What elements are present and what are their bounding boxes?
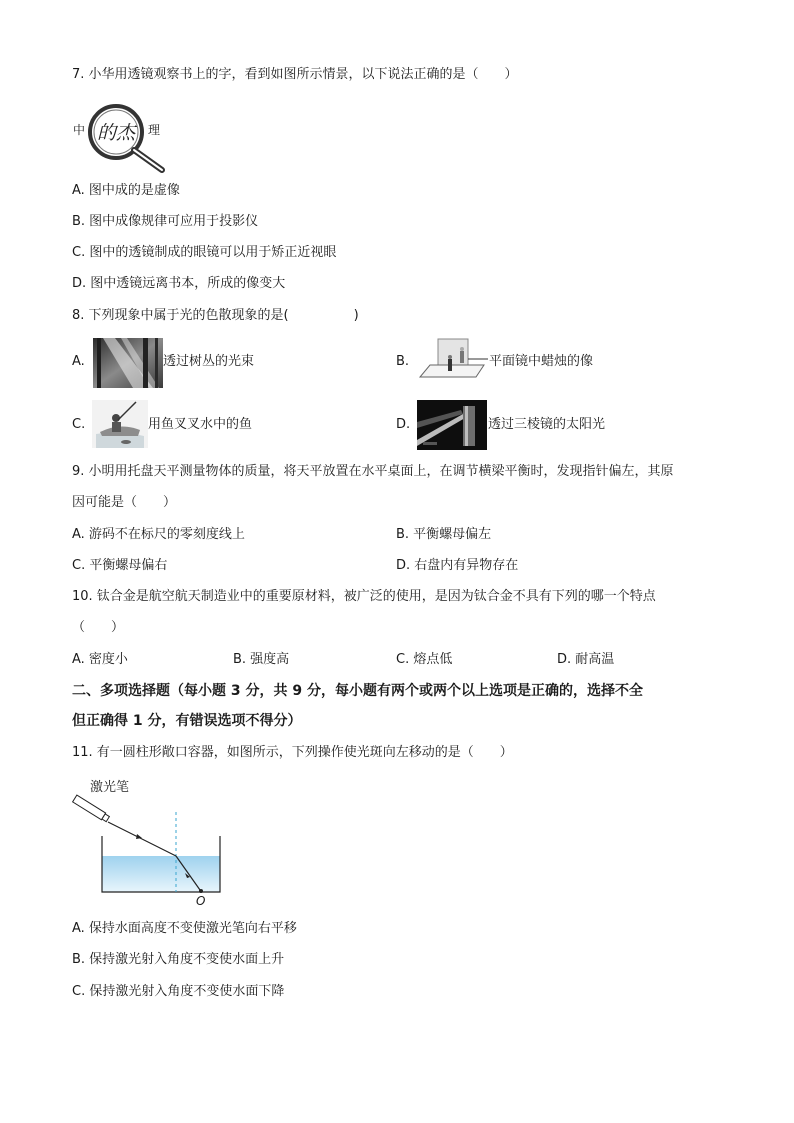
q8-option-a-letter: A. — [72, 354, 85, 369]
q7-option-c: C. 图中的透镜制成的眼镜可以用于矫正近视眼 — [72, 245, 337, 260]
q7-option-d: D. 图中透镜远离书本，所成的像变大 — [72, 276, 286, 291]
q8-option-b-text: 平面镜中蜡烛的像 — [489, 354, 594, 369]
q8-stem: 8. 下列现象中属于光的色散现象的是( ) — [72, 308, 359, 323]
light-spot — [199, 889, 203, 893]
q9-stem-line2: 因可能是（ ） — [72, 495, 177, 510]
laser-pen-label: 激光笔 — [90, 780, 130, 795]
q8-option-a-text: 透过树丛的光束 — [163, 354, 255, 369]
q11-option-c: C. 保持激光射入角度不变使水面下降 — [72, 984, 285, 999]
q9-option-d: D. 右盘内有异物存在 — [396, 558, 519, 573]
q11-stem: 11. 有一圆柱形敞口容器，如图所示，下列操作使光斑向左移动的是（ ） — [72, 745, 513, 760]
prism-light-icon — [417, 400, 487, 450]
q9-option-b: B. 平衡螺母偏左 — [396, 527, 492, 542]
q10-option-c: C. 熔点低 — [396, 652, 453, 667]
q8-option-d-text: 透过三棱镜的太阳光 — [488, 417, 606, 432]
q10-stem-line2: （ ） — [72, 620, 125, 635]
q8-option-c-letter: C. — [72, 417, 86, 432]
q8-option-c-text: 用鱼叉叉水中的鱼 — [148, 417, 253, 432]
q7-left-char: 中 — [73, 123, 86, 137]
q9-stem-line1: 9. 小明用托盘天平测量物体的质量，将天平放置在水平桌面上，在调节横梁平衡时，发现指针偏左，其原 — [72, 464, 674, 479]
q10-option-d: D. 耐高温 — [557, 652, 615, 667]
incident-ray — [108, 822, 176, 856]
magnifier-figure — [70, 102, 175, 174]
section-2-heading-line1: 二、多项选择题（每小题 3 分，共 9 分，每小题有两个或两个以上选项是正确的，选择不全 — [72, 683, 643, 699]
q9-option-a: A. 游码不在标尺的零刻度线上 — [72, 527, 245, 542]
point-o-label: O — [196, 894, 206, 908]
q10-stem-line1: 10. 钛合金是航空航天制造业中的重要原材料，被广泛的使用，是因为钛合金不具有下列的哪一个特点 — [72, 589, 656, 604]
q7-stem: 7. 小华用透镜观察书上的字，看到如图所示情景，以下说法正确的是（ ） — [72, 67, 518, 82]
q10-option-b: B. 强度高 — [233, 652, 290, 667]
q7-option-b: B. 图中成像规律可应用于投影仪 — [72, 214, 259, 229]
fishing-spear-icon — [92, 400, 148, 448]
q11-option-b: B. 保持激光射入角度不变使水面上升 — [72, 952, 285, 967]
water-region — [102, 856, 220, 892]
mirror-candle-icon — [416, 337, 488, 387]
forest-light-photo-icon — [93, 338, 163, 388]
section-2-heading-line2: 但正确得 1 分，有错误选项不得分） — [72, 713, 302, 729]
laser-pen-icon — [73, 795, 110, 822]
q9-option-c: C. 平衡螺母偏右 — [72, 558, 168, 573]
q8-option-d-letter: D. — [396, 417, 411, 432]
q7-magnified-text: 的杰 — [96, 122, 136, 144]
q7-option-a: A. 图中成的是虚像 — [72, 183, 180, 198]
q10-option-a: A. 密度小 — [72, 652, 128, 667]
q11-option-a: A. 保持水面高度不变使激光笔向右平移 — [72, 921, 297, 936]
q8-option-b-letter: B. — [396, 354, 410, 369]
laser-container-figure — [68, 772, 230, 908]
q7-right-char: 理 — [148, 123, 161, 137]
